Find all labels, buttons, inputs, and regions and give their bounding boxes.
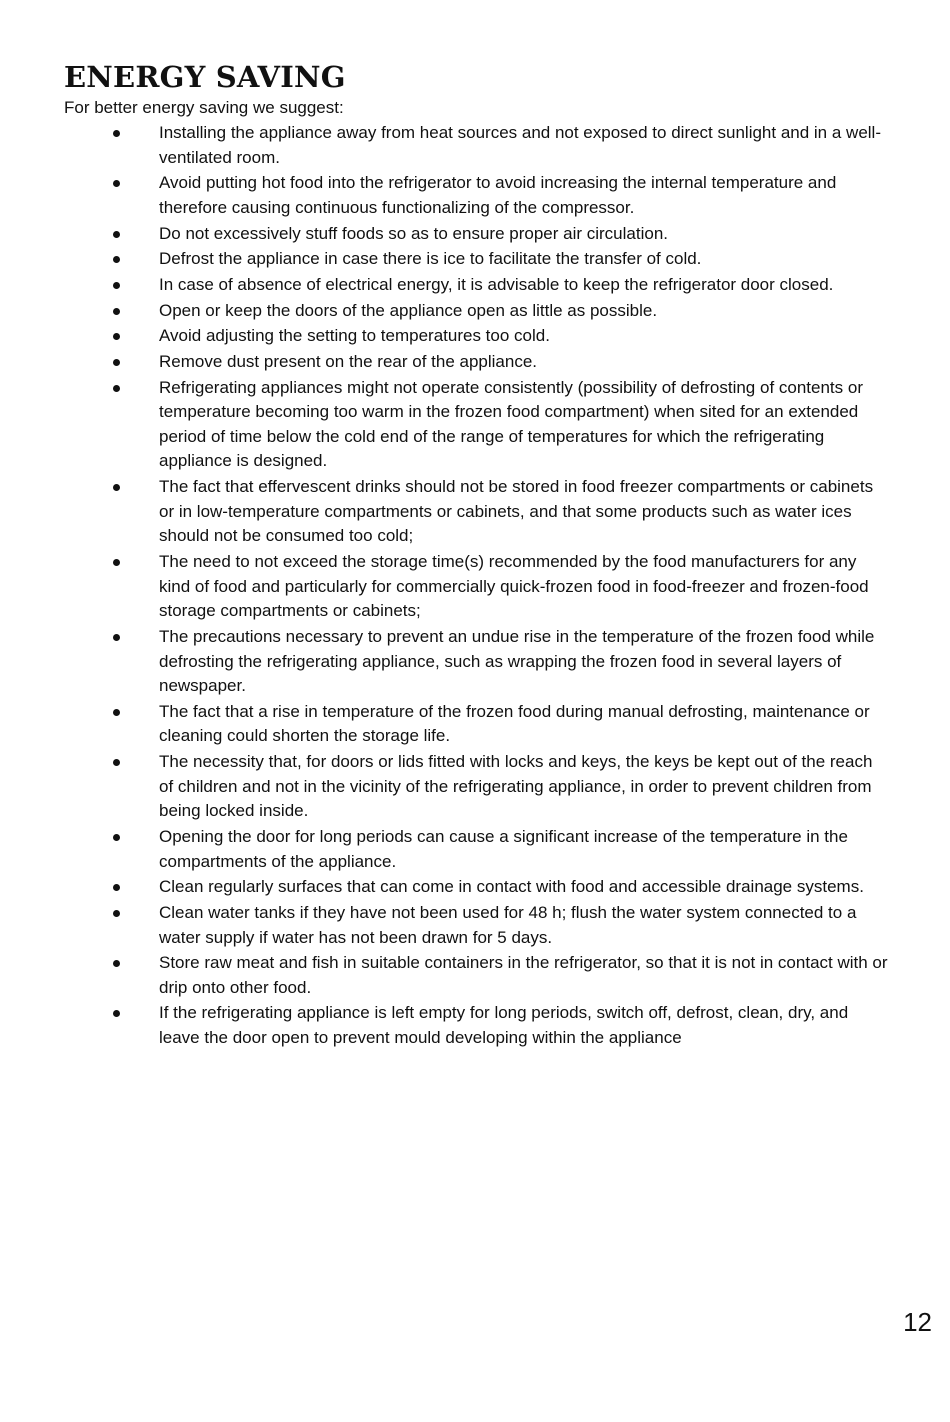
list-item [0,222,950,247]
list-item-text: The necessity that, for doors or lids fitted with locks and keys, the keys be kept out of the reach of children and not in the vicinity of the refrigerating appliance, in order to prevent children from being locked inside. [159,752,873,821]
list-item-text: In case of absence of electrical energy, it is advisable to keep the refrigerator door closed. [159,274,834,294]
list-item-text: Open or keep the doors of the appliance open as little as possible. [159,300,658,320]
list-item [0,700,950,749]
list-item-text: Avoid adjusting the setting to temperatures too cold. [159,326,550,346]
bullet-dot-icon [113,308,120,315]
bullet-dot-icon [113,130,120,137]
bullet-dot-icon [113,634,120,641]
list-item [0,901,950,950]
list-item [0,350,950,375]
list-item-text: Defrost the appliance in case there is ice to facilitate the transfer of cold. [159,249,702,269]
page-title: ENERGY SAVING [64,60,346,94]
bullet-dot-icon [113,180,120,187]
list-item-text: Installing the appliance away from heat sources and not exposed to direct sunlight and in a well-ventilated room. [159,123,881,167]
energy-saving-list [0,121,950,1052]
bullet-dot-icon [113,1010,120,1017]
list-item [0,247,950,272]
list-item-text: The fact that effervescent drinks should not be stored in food freezer compartments or cabinets or in low-temperature compartments or cabinets, and that some products such as water ices should not be consumed too cold; [159,477,874,546]
bullet-dot-icon [113,256,120,263]
list-item-text: If the refrigerating appliance is left empty for long periods, switch off, defrost, clean, dry, and leave the door open to prevent mould developing within the appliance [159,1003,849,1048]
bullet-dot-icon [113,834,120,841]
list-item [0,475,950,549]
list-item [0,171,950,220]
list-item-text: Avoid putting hot food into the refrigerator to avoid increasing the internal temperature and therefore causing continuous functionalizing of the compressor. [159,173,837,217]
list-item-text: Refrigerating appliances might not operate consistently (possibility of defrosting of contents or temperature becoming too warm in the frozen food compartment) when sited for an extended period of time below the cold end of the range of temperatures for which the refrigerating appliance is designed. [159,377,863,471]
bullet-dot-icon [113,359,120,366]
bullet-dot-icon [113,559,120,566]
bullet-dot-icon [113,884,120,891]
bullet-dot-icon [113,333,120,340]
list-item [0,1001,950,1050]
list-item-text: Clean regularly surfaces that can come in contact with food and accessible drainage systems. [159,877,864,897]
bullet-dot-icon [113,484,120,491]
list-item-text: The fact that a rise in temperature of the frozen food during manual defrosting, maintenance or cleaning could shorten the storage life. [159,701,870,746]
list-item-text: Store raw meat and fish in suitable containers in the refrigerator, so that it is not in contact with or drip onto other food. [159,953,888,997]
bullet-dot-icon [113,282,120,289]
list-item-text: Remove dust present on the rear of the appliance. [159,352,538,371]
bullet-dot-icon [113,709,120,716]
list-item-text: Clean water tanks if they have not been used for 48 h; flush the water system connected to a water supply if water has not been drawn for 5 days. [159,902,857,947]
list-item-text: Opening the door for long periods can cause a significant increase of the temperature in the compartments of the appliance. [159,826,848,871]
list-item [0,299,950,324]
list-item [0,550,950,624]
bullet-dot-icon [113,759,120,766]
bullet-dot-icon [113,960,120,967]
list-item [0,376,950,474]
list-item-text: The need to not exceed the storage time(s) recommended by the food manufacturers for any kind of food and particularly for commercially quick-frozen food in food-freezer and frozen-food storage compartments or cabinets; [159,552,869,621]
page-number: 12 [903,1307,932,1337]
list-item [0,121,950,170]
list-item [0,825,950,874]
list-item [0,625,950,699]
list-item-text: Do not excessively stuff foods so as to ensure proper air circulation. [159,223,668,243]
list-item-text: The precautions necessary to prevent an undue rise in the temperature of the frozen food while defrosting the refrigerating appliance, such as wrapping the frozen food in several layers of newspaper. [159,626,875,696]
bullet-dot-icon [113,910,120,917]
bullet-dot-icon [113,385,120,392]
list-item [0,324,950,349]
list-item [0,750,950,824]
list-item [0,951,950,1000]
list-item [0,273,950,298]
list-item [0,875,950,900]
bullet-dot-icon [113,231,120,238]
intro-text: For better energy saving we suggest: [64,98,344,117]
